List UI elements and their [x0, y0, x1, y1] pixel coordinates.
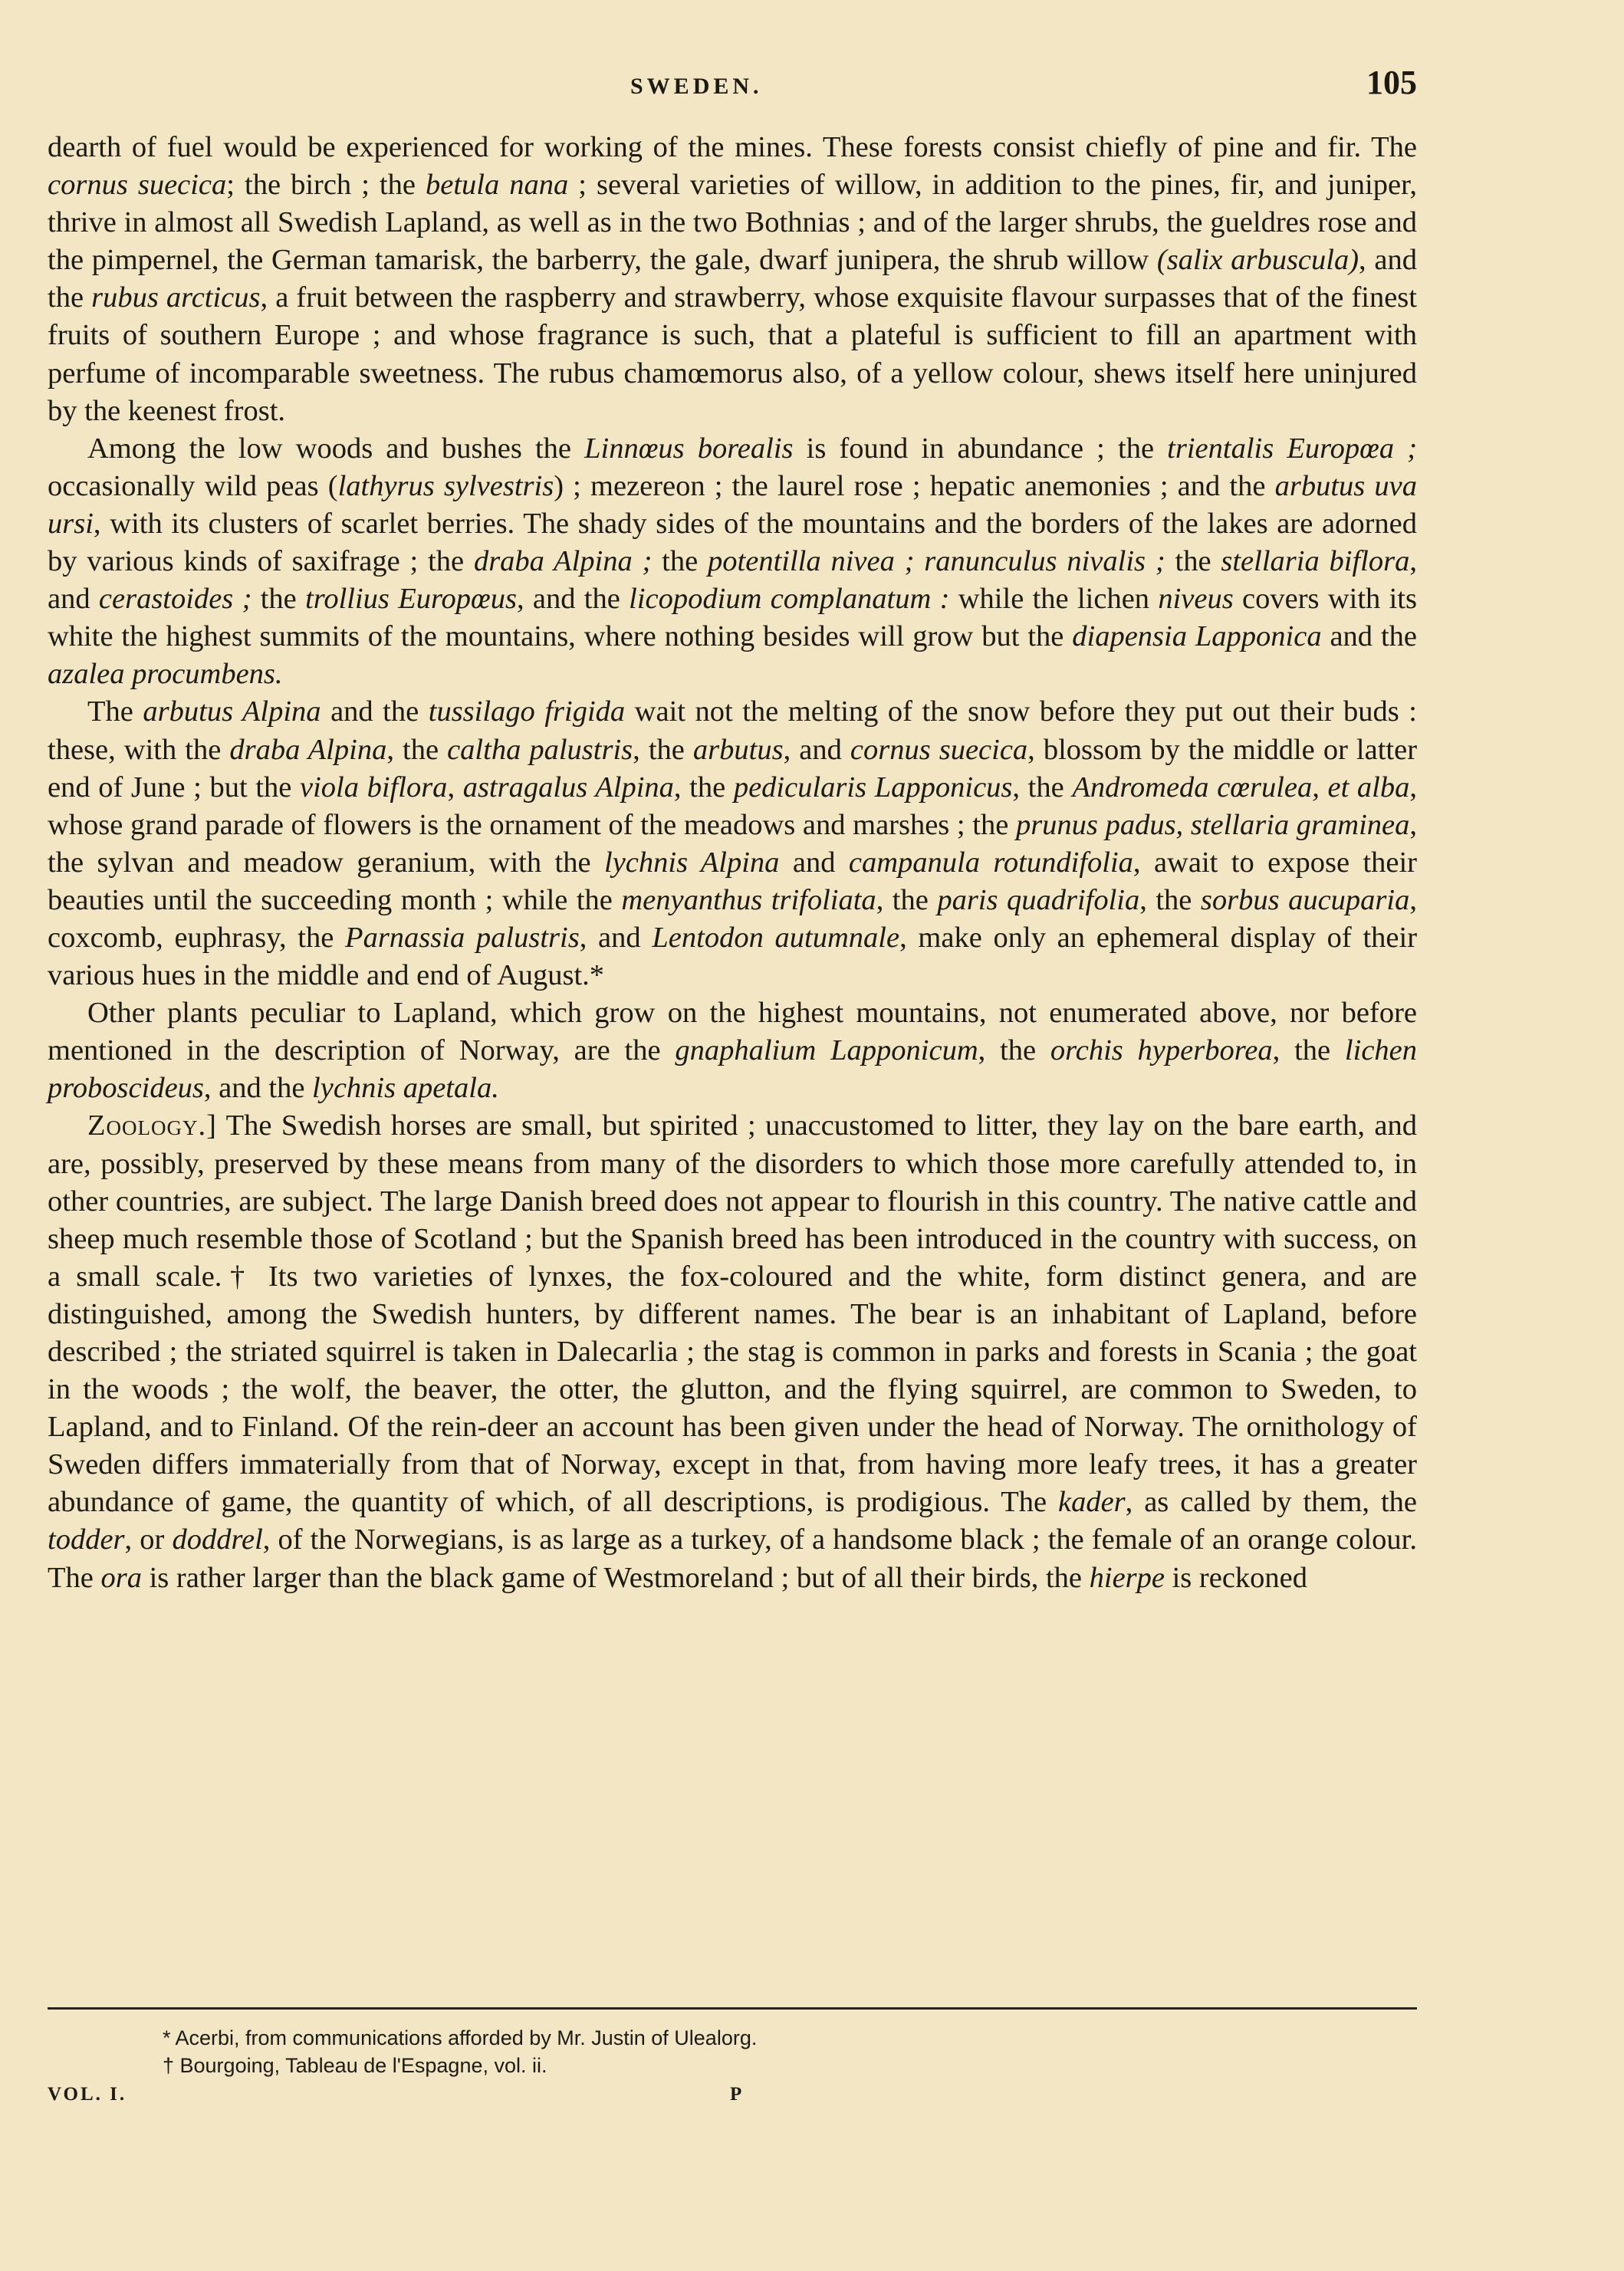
italic-term: tussilago frigida [428, 695, 626, 728]
italic-term: lathyrus sylvestris [337, 469, 554, 502]
italic-term: trientalis Europœa ; [1167, 432, 1418, 465]
text-run: , the [978, 1034, 1050, 1067]
italic-term: pedicularis Lapponicus [733, 771, 1013, 804]
italic-term: niveus [1158, 583, 1234, 616]
text-run: , and [48, 545, 1417, 616]
text-run: , blossom by the middle or latter end of June ; but the [48, 733, 1418, 804]
italic-term: trollius Europœus [305, 583, 517, 616]
section-label: Zoology.] [87, 1109, 217, 1142]
footnote-rule [48, 2007, 1417, 2010]
italic-term: Lentodon autumnale [652, 921, 900, 954]
italic-term: draba Alpina ; [473, 545, 653, 578]
italic-term: kader [1058, 1486, 1126, 1519]
italic-term: menyanthus trifoliata [621, 883, 876, 916]
paragraph-4 [48, 994, 1417, 1107]
italic-term: campanula rotundifolia [848, 846, 1133, 879]
text-run: the [1165, 545, 1221, 578]
text-run: ; the birch ; the [226, 169, 426, 202]
italic-term: prunus padus, stellaria graminea [1015, 808, 1410, 841]
italic-term: arbutus Alpina [143, 695, 321, 728]
text-run: , await to expose their beauties until the succeeding month ; while the [48, 846, 1417, 916]
italic-term: lychnis apetala. [312, 1072, 499, 1105]
text-run: occasionally wild peas ( [48, 469, 338, 502]
text-run: , the sylvan and meadow geranium, with the [48, 808, 1418, 879]
italic-term: licopodium complanatum : [629, 583, 950, 616]
text-run: , make only an ephemeral display of their various hues in the middle and end of August.* [48, 921, 1418, 992]
italic-term: viola biflora [299, 771, 448, 804]
text-run: , the [1272, 1034, 1345, 1067]
text-run: , coxcomb, euphrasy, the [48, 883, 1417, 954]
text-run: , with its clusters of scarlet berries. The shady sides of the mountains and the borders of the lakes are adorned by various kinds of saxifrage ; the [48, 507, 1417, 578]
text-run: , the [633, 733, 693, 766]
italic-term: Linnœus borealis [584, 432, 794, 465]
italic-term: lychnis Alpina [604, 846, 780, 879]
italic-term: doddrel [172, 1523, 263, 1556]
volume-mark: VOL. I. [48, 2084, 127, 2105]
paragraph-2 [48, 430, 1417, 694]
text-run: ) ; mezereon ; the laurel rose ; hepatic anemonies ; and the [554, 469, 1275, 502]
text-run: , the [673, 771, 734, 804]
italic-term: (salix arbuscula) [1156, 244, 1359, 277]
italic-term: ora [100, 1561, 142, 1594]
text-run: , the [876, 883, 938, 916]
text-run: , the [1012, 771, 1073, 804]
text-run: , as called by them, the [1125, 1486, 1418, 1519]
text-run: is reckoned [1164, 1561, 1307, 1594]
italic-term: cornus suecica [850, 733, 1028, 766]
italic-term: rubus arcticus [91, 281, 261, 314]
text-run: , [447, 771, 463, 804]
italic-term: arbutus uva ursi [48, 469, 1418, 540]
text-run: , and [579, 921, 653, 954]
italic-term: potentilla nivea ; ranunculus nivalis ; [708, 545, 1165, 578]
italic-term: sorbus aucuparia [1200, 883, 1410, 916]
italic-term: draba Alpina [229, 733, 387, 766]
paragraph-3 [48, 693, 1417, 994]
text-run: ; several varieties of willow, in addition to the pines, fir, and juniper, thrive in almost all Swedish Lapland, as well as in the two Bothnias ; and of the larger shrubs, the gueldres rose and the pimpernel, the German tamarisk, the barberry, the gale, dwarf junipera, the shrub willow [48, 169, 1417, 277]
body-text [48, 129, 1417, 1597]
italic-term: lichen proboscideus [48, 1034, 1417, 1105]
italic-term: astragalus Alpina [462, 771, 674, 804]
italic-term: azalea procumbens. [48, 658, 283, 691]
text-run: The [87, 695, 143, 728]
running-head: SWEDEN. [630, 74, 763, 99]
italic-term: Parnassia palustris [345, 921, 580, 954]
text-run: and [779, 846, 849, 879]
italic-term: paris quadrifolia [937, 883, 1140, 916]
text-run: , the [386, 733, 448, 766]
text-run: , and [783, 733, 850, 766]
italic-term: gnaphalium Lapponicum [675, 1034, 978, 1067]
text-run: , a fruit between the raspberry and strawberry, whose exquisite flavour surpasses that of the finest fruits of southern Europe ; and whose fragrance is such, that a plateful is sufficient to fill an apartment with perfume of incomparable sweetness. The rubus chamœmorus also, of a yellow colour, shews itself here uninjured by the keenest frost. [48, 281, 1417, 427]
signature-mark: P [730, 2084, 745, 2105]
italic-term: betula nana [425, 169, 569, 202]
italic-term: stellaria biflora [1221, 545, 1410, 578]
italic-term: cornus suecica [48, 169, 227, 202]
text-run: while the lichen [949, 583, 1159, 616]
footnote-2: † Bourgoing, Tableau de l'Espagne, vol. ii. [163, 2054, 547, 2077]
italic-term: diapensia Lapponica [1072, 620, 1322, 653]
text-run: The Swedish horses are small, but spirited ; unaccustomed to litter, they lay on the bare earth, and are, possibly, preserved by these means from many of the disorders to which those more carefully attended to, in other countries, are subject. The large Danish breed does not appear to flourish in this country. The native cattle and sheep much resemble those of Scotland ; but the Spanish breed has been introduced in the country with success, on a small scale.† Its two varieties of lynxes, the fox-coloured and the white, form distinct genera, and are distinguished, among the Swedish hunters, by different names. The bear is an inhabitant of Lapland, before described ; the striated squirrel is taken in Dalecarlia ; the stag is common in parks and forests in Scania ; the goat in the woods ; the wolf, the beaver, the otter, the glutton, and the flying squirrel, are common to Sweden, to Lapland, and to Finland. Of the rein-deer an account has been given under the head of Norway. The ornithology of Sweden differs immaterially from that of Norway, except in that, from having more leafy trees, it has a greater abundance of game, the quantity of which, of all descriptions, is prodigious. The [48, 1109, 1417, 1519]
text-run: Other plants peculiar to Lapland, which grow on the highest mountains, not enumerated above, nor before mentioned in the description of Norway, are the [48, 997, 1417, 1067]
page-number: 105 [1366, 64, 1417, 101]
page-header [48, 64, 1417, 117]
italic-term: caltha palustris [447, 733, 633, 766]
text-run: wait not the melting of the snow before they put out their buds : these, with the [48, 695, 1417, 766]
text-run: , whose grand parade of flowers is the ornament of the meadows and marshes ; the [48, 771, 1417, 841]
paragraph-5 [48, 1107, 1417, 1596]
footnotes [48, 2024, 1417, 2079]
italic-term: todder [48, 1523, 125, 1556]
italic-term: Andromeda cœrulea, et alba [1072, 771, 1410, 804]
text-run: , and the [203, 1072, 313, 1105]
text-run: is rather larger than the black game of Westmoreland ; but of all their birds, the [141, 1561, 1090, 1594]
text-run: , the [1139, 883, 1201, 916]
text-run: and the [1321, 620, 1417, 653]
text-run: , and the [48, 244, 1417, 314]
text-run: , or [124, 1523, 173, 1556]
italic-term: cerastoides ; [98, 583, 252, 616]
text-run: Among the low woods and bushes the [87, 432, 585, 465]
text-run: dearth of fuel would be experienced for working of the mines. These forests consist chiefly of pine and fir. The [48, 131, 1417, 163]
italic-term: hierpe [1089, 1561, 1165, 1594]
text-run: is found in abundance ; the [793, 432, 1168, 465]
italic-term: arbutus [692, 733, 784, 766]
footnote-1: * Acerbi, from communications afforded by Mr. Justin of Ulealorg. [163, 2026, 758, 2049]
text-run: covers with its white the highest summits of the mountains, where nothing besides will grow but the [48, 583, 1417, 653]
text-run: , and the [516, 583, 630, 616]
italic-term: orchis hyperborea [1050, 1034, 1273, 1067]
paragraph-1 [48, 129, 1417, 430]
text-run: , of the Norwegians, is as large as a turkey, of a handsome black ; the female of an orange colour. The [48, 1523, 1417, 1594]
text-run: the [251, 583, 306, 616]
text-run: and the [321, 695, 429, 728]
text-run: the [652, 545, 708, 578]
